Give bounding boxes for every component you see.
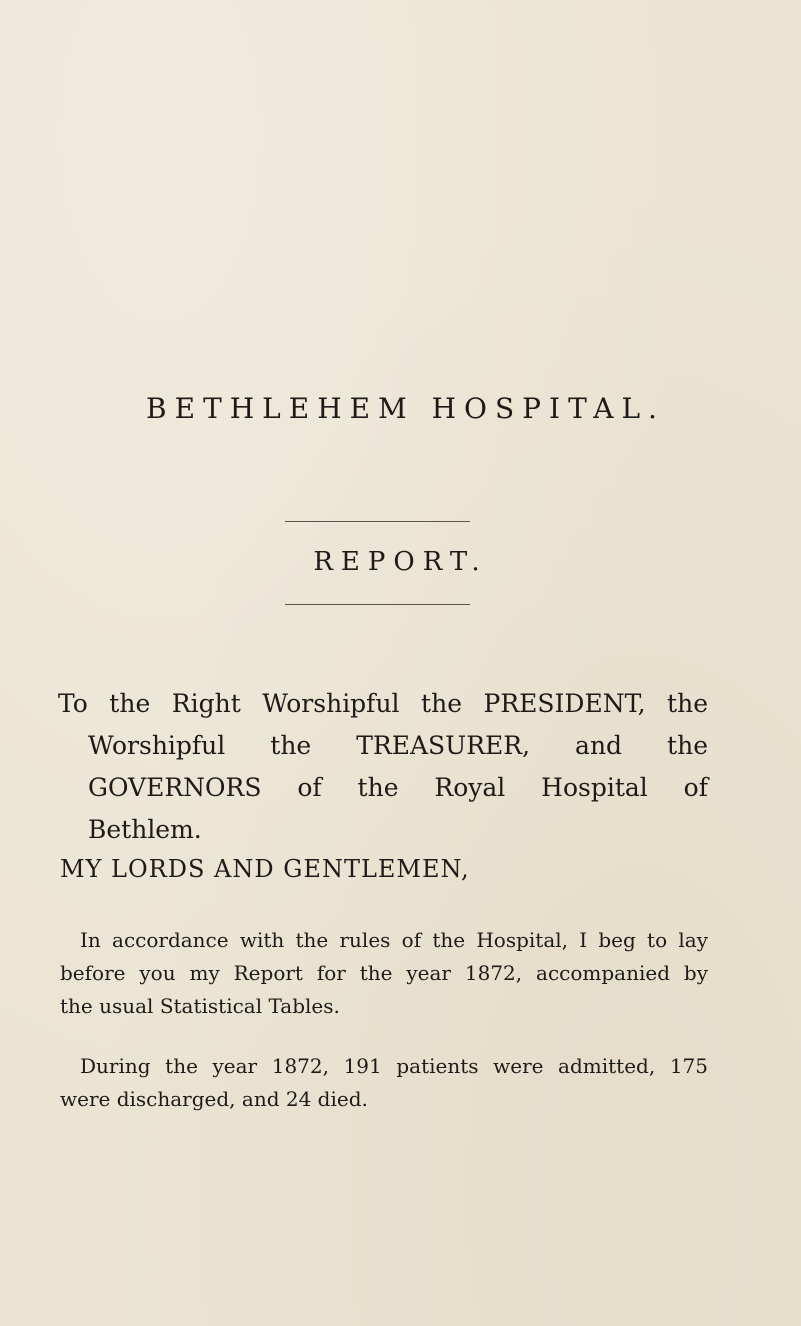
salutation: MY LORDS AND GENTLEMEN, [60,855,470,883]
report-heading: REPORT. [313,547,488,577]
paragraph-line: During the year 1872, 191 patients were admitted, 175 [80,1054,708,1078]
divider-top [285,521,470,522]
address-line: GOVERNORS of the Royal Hospital of [88,773,708,802]
document-title: BETHLEHEM HOSPITAL. [146,392,665,425]
paragraph-line: the usual Statistical Tables. [60,994,340,1018]
paragraph-line: In accordance with the rules of the Hospital, I beg to lay [80,928,708,952]
address-line: Worshipful the TREASURER, and the [88,731,708,760]
address-line: To the Right Worshipful the PRESIDENT, the [58,689,708,718]
address-block [58,683,708,851]
divider-bottom [285,604,470,605]
paragraph-line: before you my Report for the year 1872, accompanied by [60,961,708,985]
paragraph-line: were discharged, and 24 died. [60,1087,368,1111]
body-paragraph [60,924,708,1023]
body-paragraph [60,1050,708,1116]
address-line: Bethlem. [88,815,202,844]
